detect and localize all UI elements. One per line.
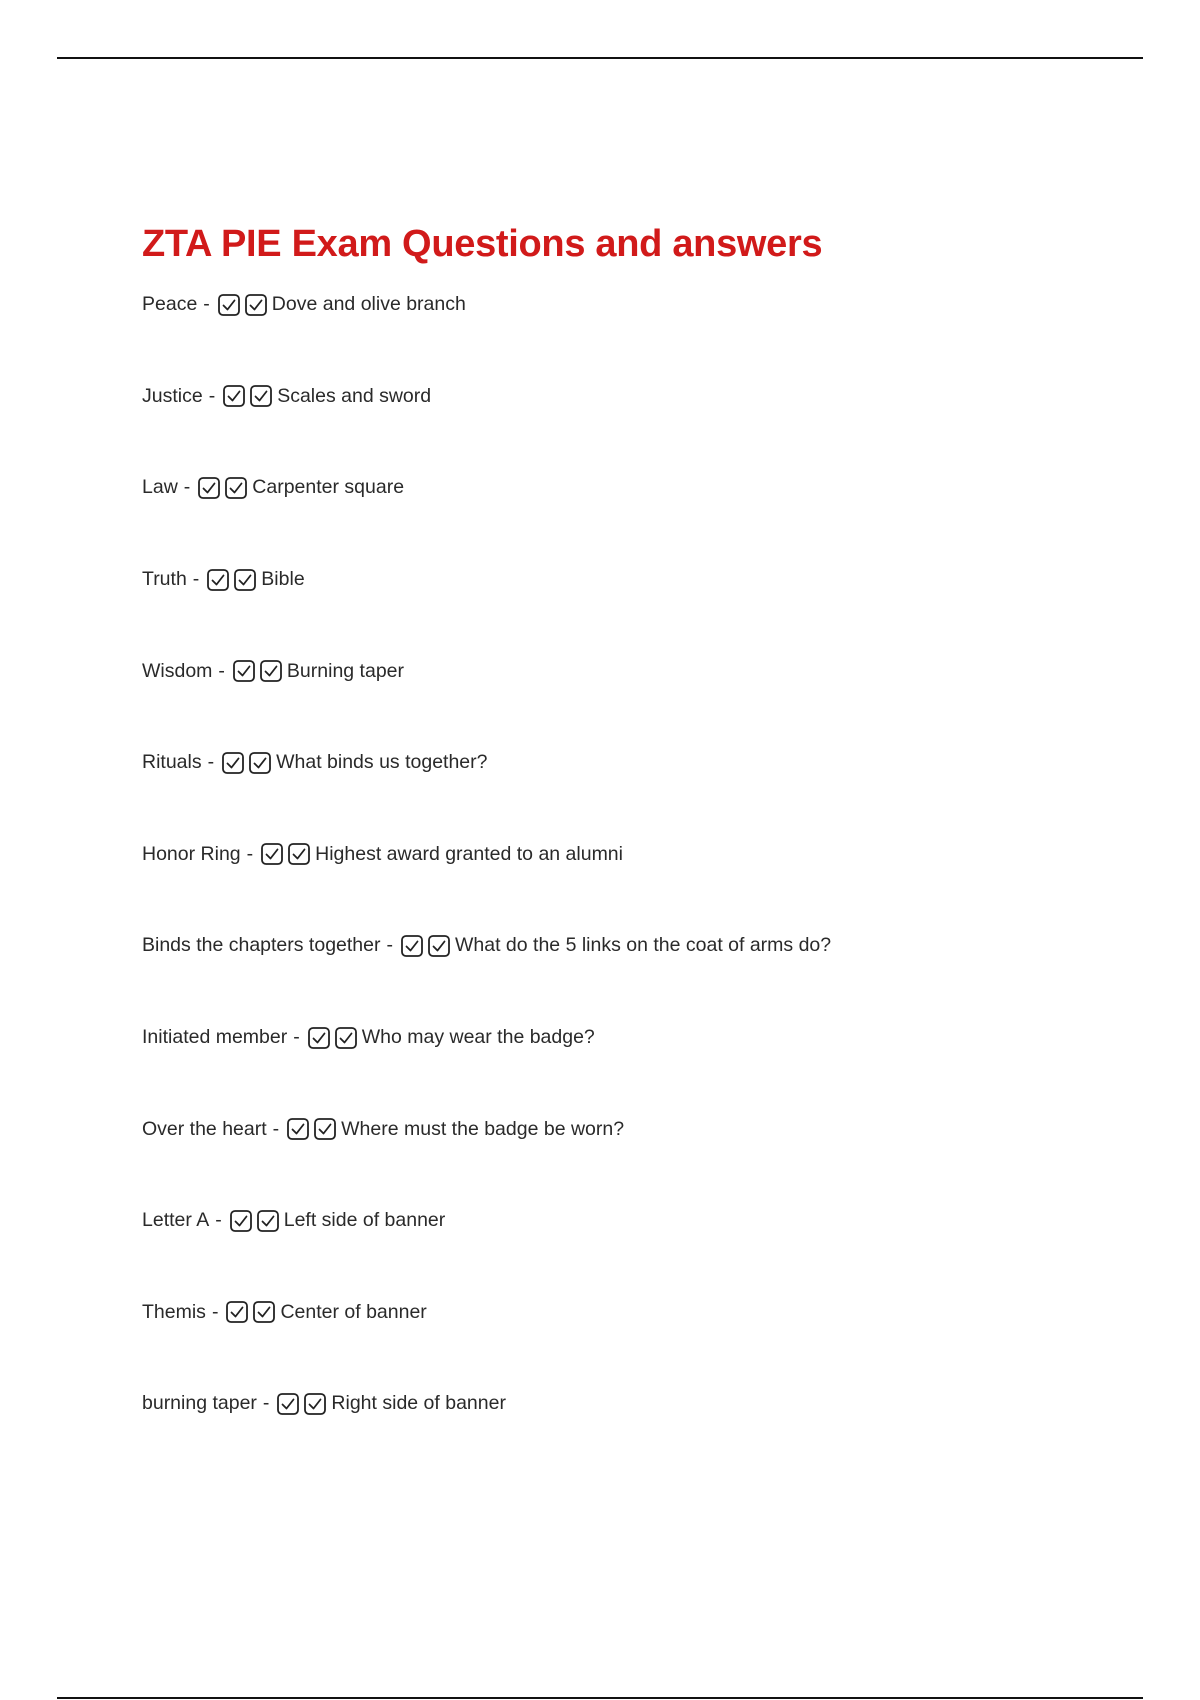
list-item <box>142 534 1102 626</box>
item-term: Wisdom <box>142 659 213 682</box>
checked-box-icon <box>401 935 423 957</box>
checked-box-icon <box>222 752 244 774</box>
checked-box-icon <box>428 935 450 957</box>
item-term: Initiated member <box>142 1026 288 1049</box>
checked-box-icon <box>218 294 240 316</box>
checked-box-icon <box>314 1118 336 1140</box>
item-answer: Who may wear the badge? <box>361 1026 595 1049</box>
item-separator: - <box>208 384 216 407</box>
checked-box-icon <box>234 569 256 591</box>
item-separator: - <box>211 1300 219 1323</box>
item-answer: Carpenter square <box>252 476 405 499</box>
document-body <box>142 216 1102 1450</box>
item-separator: - <box>192 568 200 591</box>
checked-box-icon <box>223 385 245 407</box>
item-separator: - <box>207 751 215 774</box>
item-answer: Where must the badge be worn? <box>341 1117 625 1140</box>
item-answer: Bible <box>261 568 305 591</box>
checked-box-icon <box>198 477 220 499</box>
checked-box-icon <box>287 1118 309 1140</box>
list-item <box>142 992 1102 1084</box>
checked-box-icon <box>250 385 272 407</box>
top-divider <box>57 57 1143 59</box>
item-separator: - <box>183 476 191 499</box>
checked-box-icon <box>249 752 271 774</box>
item-separator: - <box>386 934 393 957</box>
list-item <box>142 259 1102 351</box>
item-term: burning taper <box>142 1392 257 1415</box>
item-term: Themis <box>142 1300 206 1323</box>
checked-box-icon <box>233 660 255 682</box>
list-item <box>142 1083 1102 1175</box>
list-item <box>142 717 1102 809</box>
item-term: Honor Ring <box>142 842 241 865</box>
checked-box-icon <box>245 294 267 316</box>
item-term: Letter A <box>142 1209 210 1232</box>
item-term: Over the heart <box>142 1117 267 1140</box>
item-answer: Scales and sword <box>277 384 432 407</box>
item-answer: Burning taper <box>286 659 404 682</box>
item-answer: What binds us together? <box>276 751 488 774</box>
list-item <box>142 1267 1102 1359</box>
checked-box-icon <box>277 1393 299 1415</box>
item-term: Rituals <box>142 751 202 774</box>
list-item <box>142 809 1102 901</box>
checked-box-icon <box>207 569 229 591</box>
item-answer: What do the 5 links on the coat of arms do? <box>455 934 832 957</box>
item-separator: - <box>218 659 225 682</box>
item-separator: - <box>293 1026 300 1049</box>
item-answer: Left side of banner <box>283 1209 446 1232</box>
list-item <box>142 351 1102 443</box>
checked-box-icon <box>308 1027 330 1049</box>
checked-box-icon <box>260 660 282 682</box>
checked-box-icon <box>288 843 310 865</box>
checked-box-icon <box>225 477 247 499</box>
checked-box-icon <box>335 1027 357 1049</box>
item-answer: Highest award granted to an alumni <box>315 842 623 865</box>
page-title: ZTA PIE Exam Questions and answers <box>142 223 823 265</box>
checked-box-icon <box>304 1393 326 1415</box>
item-separator: - <box>272 1117 280 1140</box>
item-term: Justice <box>142 384 203 407</box>
bottom-divider <box>57 1697 1143 1699</box>
list-item <box>142 1358 1102 1450</box>
item-answer: Dove and olive branch <box>271 293 466 316</box>
checked-box-icon <box>230 1210 252 1232</box>
list-item <box>142 1175 1102 1267</box>
list-item <box>142 442 1102 534</box>
item-answer: Center of banner <box>280 1300 427 1323</box>
checked-box-icon <box>253 1301 275 1323</box>
list-item <box>142 625 1102 717</box>
checked-box-icon <box>261 843 283 865</box>
item-separator: - <box>215 1209 222 1232</box>
item-term: Truth <box>142 568 187 591</box>
checked-box-icon <box>226 1301 248 1323</box>
item-separator: - <box>246 842 254 865</box>
qa-list <box>142 259 1102 1450</box>
item-answer: Right side of banner <box>331 1392 506 1415</box>
item-term: Law <box>142 476 178 499</box>
item-separator: - <box>203 293 210 316</box>
checked-box-icon <box>257 1210 279 1232</box>
list-item <box>142 900 1102 992</box>
item-separator: - <box>262 1392 270 1415</box>
item-term: Peace <box>142 293 198 316</box>
item-term: Binds the chapters together <box>142 934 381 957</box>
